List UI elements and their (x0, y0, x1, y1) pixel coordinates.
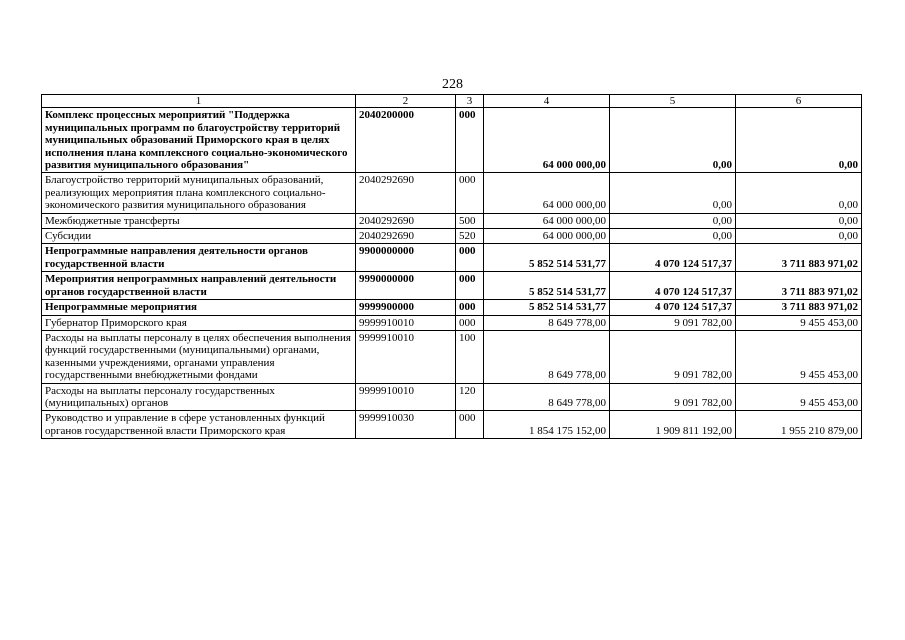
row-type: 000 (456, 244, 484, 272)
table-row (42, 108, 862, 173)
row-value-4: 8 649 778,00 (484, 330, 610, 383)
row-value-4: 64 000 000,00 (484, 229, 610, 244)
table-row (42, 272, 862, 300)
row-code: 2040292690 (356, 173, 456, 213)
row-name: Субсидии (42, 229, 356, 244)
row-code: 9999910030 (356, 411, 456, 439)
row-value-6: 0,00 (736, 173, 862, 213)
row-name: Расходы на выплаты персоналу в целях обеспечения выполнения функций государственными (муниципальными) органами, казенными учреждениями, органами управления государственными внебюджетными фондами (42, 330, 356, 383)
row-type: 500 (456, 213, 484, 228)
row-value-6: 0,00 (736, 213, 862, 228)
row-code: 9999910010 (356, 383, 456, 411)
row-type: 100 (456, 330, 484, 383)
row-code: 9999910010 (356, 315, 456, 330)
row-code: 9990000000 (356, 272, 456, 300)
budget-table (41, 94, 862, 439)
table-row (42, 300, 862, 315)
row-value-4: 64 000 000,00 (484, 173, 610, 213)
column-header: 2 (356, 95, 456, 108)
row-value-4: 5 852 514 531,77 (484, 272, 610, 300)
row-type: 000 (456, 108, 484, 173)
row-value-5: 9 091 782,00 (610, 315, 736, 330)
row-name: Губернатор Приморского края (42, 315, 356, 330)
row-value-4: 64 000 000,00 (484, 108, 610, 173)
row-code: 2040292690 (356, 229, 456, 244)
row-value-6: 0,00 (736, 229, 862, 244)
row-type: 000 (456, 411, 484, 439)
table-row (42, 315, 862, 330)
row-value-5: 0,00 (610, 229, 736, 244)
row-value-6: 9 455 453,00 (736, 383, 862, 411)
table-row (42, 411, 862, 439)
row-value-5: 4 070 124 517,37 (610, 300, 736, 315)
row-code: 9900000000 (356, 244, 456, 272)
row-value-6: 9 455 453,00 (736, 315, 862, 330)
row-value-6: 3 711 883 971,02 (736, 244, 862, 272)
row-code: 2040200000 (356, 108, 456, 173)
row-name: Непрограммные направления деятельности органов государственной власти (42, 244, 356, 272)
table-row (42, 213, 862, 228)
row-code: 9999900000 (356, 300, 456, 315)
row-value-5: 9 091 782,00 (610, 383, 736, 411)
row-type: 120 (456, 383, 484, 411)
row-value-4: 1 854 175 152,00 (484, 411, 610, 439)
row-type: 000 (456, 272, 484, 300)
row-value-5: 0,00 (610, 213, 736, 228)
row-value-5: 4 070 124 517,37 (610, 272, 736, 300)
row-name: Расходы на выплаты персоналу государственных (муниципальных) органов (42, 383, 356, 411)
table-row (42, 229, 862, 244)
table-row (42, 330, 862, 383)
row-name: Мероприятия непрограммных направлений деятельности органов государственной власти (42, 272, 356, 300)
row-value-4: 8 649 778,00 (484, 383, 610, 411)
column-header: 6 (736, 95, 862, 108)
row-value-5: 1 909 811 192,00 (610, 411, 736, 439)
column-header: 4 (484, 95, 610, 108)
row-value-6: 3 711 883 971,02 (736, 272, 862, 300)
row-value-4: 5 852 514 531,77 (484, 300, 610, 315)
row-name: Межбюджетные трансферты (42, 213, 356, 228)
row-type: 520 (456, 229, 484, 244)
row-value-4: 8 649 778,00 (484, 315, 610, 330)
row-type: 000 (456, 300, 484, 315)
row-value-5: 4 070 124 517,37 (610, 244, 736, 272)
column-header: 3 (456, 95, 484, 108)
row-value-5: 0,00 (610, 173, 736, 213)
row-code: 2040292690 (356, 213, 456, 228)
row-value-4: 64 000 000,00 (484, 213, 610, 228)
page-number: 228 (442, 77, 463, 92)
row-type: 000 (456, 315, 484, 330)
table-row (42, 173, 862, 213)
table-row (42, 383, 862, 411)
row-value-6: 3 711 883 971,02 (736, 300, 862, 315)
row-value-5: 9 091 782,00 (610, 330, 736, 383)
row-name: Руководство и управление в сфере установленных функций органов государственной власти Приморского края (42, 411, 356, 439)
row-code: 9999910010 (356, 330, 456, 383)
row-value-6: 9 455 453,00 (736, 330, 862, 383)
row-name: Комплекс процессных мероприятий "Поддержка муниципальных программ по благоустройству территорий муниципальных образований Приморского края в целях исполнения плана комплексного социально-экономического развития муниципального образования" (42, 108, 356, 173)
table-row (42, 244, 862, 272)
row-value-6: 1 955 210 879,00 (736, 411, 862, 439)
row-value-6: 0,00 (736, 108, 862, 173)
row-name: Непрограммные мероприятия (42, 300, 356, 315)
row-type: 000 (456, 173, 484, 213)
column-header: 1 (42, 95, 356, 108)
column-header: 5 (610, 95, 736, 108)
table-header-row (42, 95, 862, 108)
row-value-5: 0,00 (610, 108, 736, 173)
row-value-4: 5 852 514 531,77 (484, 244, 610, 272)
row-name: Благоустройство территорий муниципальных образований, реализующих мероприятия плана комплексного социально-экономического развития муниципального образования (42, 173, 356, 213)
